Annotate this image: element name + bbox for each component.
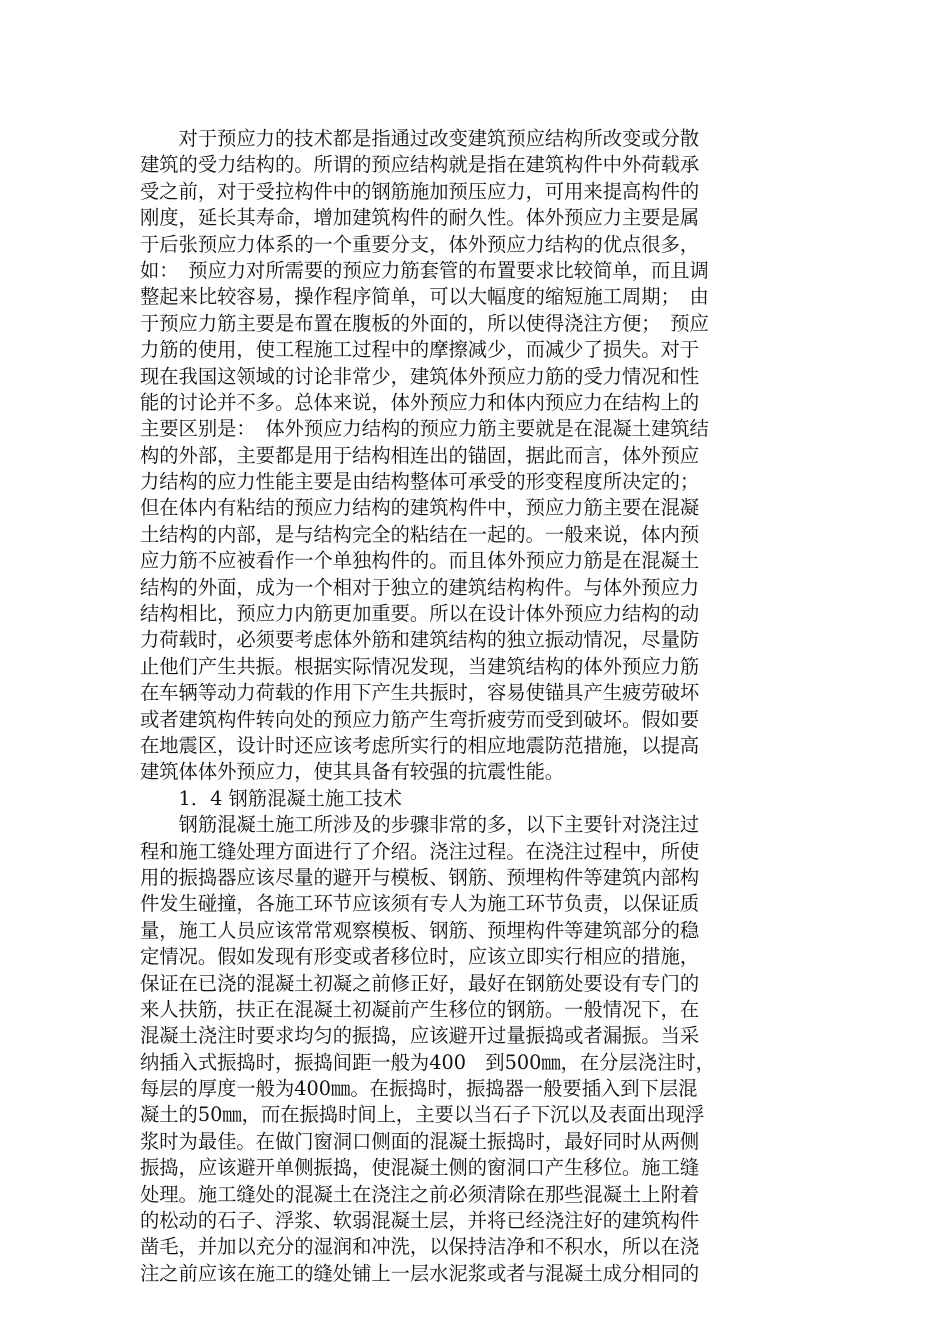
text-line: 现在我国这领域的讨论非常少，建筑体外预应力筋的受力情况和性 (140, 364, 700, 388)
text-line: 在车辆等动力荷载的作用下产生共振时，容易使锚具产生疲劳破坏 (140, 681, 700, 705)
text-line: 刚度，延长其寿命，增加建筑构件的耐久性。体外预应力主要是属 (140, 206, 700, 230)
text-line: 振捣，应该避开单侧振捣，使混凝土侧的窗洞口产生移位。施工缝 (140, 1156, 700, 1180)
text-line: 力结构的应力性能主要是由结构整体可承受的形变程度所决定的； (140, 470, 700, 494)
text-line: 混凝土浇注时要求均匀的振捣，应该避开过量振捣或者漏振。当采 (140, 1024, 700, 1048)
text-line: 处理。施工缝处的混凝土在浇注之前必须清除在那些混凝土上附着 (140, 1182, 700, 1206)
text-line: 土结构的内部，是与结构完全的粘结在一起的。一般来说，体内预 (140, 522, 700, 546)
text-line: 应力筋不应被看作一个单独构件的。而且体外预应力筋是在混凝土 (140, 549, 700, 573)
text-line: 构的外部，主要都是用于结构相连出的锚固，据此而言，体外预应 (140, 443, 700, 467)
section-heading: 1．4 钢筋混凝土施工技术 (140, 786, 403, 810)
text-line: 结构的外面，成为一个相对于独立的建筑结构构件。与体外预应力 (140, 575, 700, 599)
text-line: 或者建筑构件转向处的预应力筋产生弯折疲劳而受到破坏。假如要 (140, 707, 700, 731)
text-line: 浆时为最佳。在做门窗洞口侧面的混凝土振捣时，最好同时从两侧 (140, 1129, 700, 1153)
text-line: 纳插入式振捣时，振捣间距一般为400 到500㎜，在分层浇注时， (140, 1050, 715, 1074)
text-line: 力筋的使用，使工程施工过程中的摩擦减少，而减少了损失。对于 (140, 338, 700, 362)
text-line: 建筑体体外预应力，使其具备有较强的抗震性能。 (140, 760, 565, 784)
text-line: 件发生碰撞，各施工环节应该须有专人为施工环节负责，以保证质 (140, 892, 700, 916)
text-line: 定情况。假如发现有形变或者移位时，应该立即实行相应的措施， (140, 945, 700, 969)
text-line: 如： 预应力对所需要的预应力筋套管的布置要求比较简单，而且调 (140, 258, 709, 282)
text-line: 建筑的受力结构的。所谓的预应结构就是指在建筑构件中外荷载承 (140, 153, 700, 177)
text-line: 于后张预应力体系的一个重要分支，体外预应力结构的优点很多， (140, 232, 700, 256)
text-line: 对于预应力的技术都是指通过改变建筑预应结构所改变或分散 (140, 127, 700, 150)
text-line: 结构相比，预应力内筋更加重要。所以在设计体外预应力结构的动 (140, 602, 700, 626)
text-line: 量，施工人员应该常常观察模板、钢筋、预埋构件等建筑部分的稳 (140, 918, 700, 942)
text-line: 在地震区，设计时还应该考虑所实行的相应地震防范措施，以提高 (140, 733, 700, 757)
text-line: 力荷载时，必须要考虑体外筋和建筑结构的独立振动情况，尽量防 (140, 628, 700, 652)
text-line: 但在体内有粘结的预应力结构的建筑构件中，预应力筋主要在混凝 (140, 496, 700, 520)
text-line: 凝土的50㎜，而在振捣时间上，主要以当石子下沉以及表面出现浮 (140, 1103, 705, 1127)
text-line: 主要区别是： 体外预应力结构的预应力筋主要就是在混凝土建筑结 (140, 417, 709, 441)
text-line: 用的振捣器应该尽量的避开与模板、钢筋、预埋构件等建筑内部构 (140, 865, 700, 889)
text-line: 钢筋混凝土施工所涉及的步骤非常的多，以下主要针对浇注过 (140, 813, 700, 837)
text-line: 整起来比较容易，操作程序简单，可以大幅度的缩短施工周期； 由 (140, 285, 709, 309)
text-line: 于预应力筋主要是布置在腹板的外面的，所以使得浇注方便； 预应 (140, 311, 709, 335)
text-line: 程和施工缝处理方面进行了介绍。浇注过程。在浇注过程中，所使 (140, 839, 700, 863)
text-line: 注之前应该在施工的缝处铺上一层水泥浆或者与混凝土成分相同的 (140, 1261, 700, 1285)
text-line: 的松动的石子、浮浆、软弱混凝土层，并将已经浇注好的建筑构件 (140, 1209, 700, 1233)
text-line: 能的讨论并不多。总体来说，体外预应力和体内预应力在结构上的 (140, 390, 700, 414)
text-line: 凿毛，并加以充分的湿润和冲洗，以保持洁净和不积水，所以在浇 (140, 1235, 700, 1259)
text-line: 受之前，对于受拉构件中的钢筋施加预压应力，可用来提高构件的 (140, 179, 700, 203)
body-text (140, 126, 840, 1287)
text-line: 止他们产生共振。根据实际情况发现，当建筑结构的体外预应力筋 (140, 654, 700, 678)
text-line: 每层的厚度一般为400㎜。在振捣时，振捣器一般要插入到下层混 (140, 1077, 698, 1101)
text-line: 来人扶筋，扶正在混凝土初凝前产生移位的钢筋。一般情况下，在 (140, 997, 700, 1021)
text-line: 保证在已浇的混凝土初凝之前修正好，最好在钢筋处要设有专门的 (140, 971, 700, 995)
